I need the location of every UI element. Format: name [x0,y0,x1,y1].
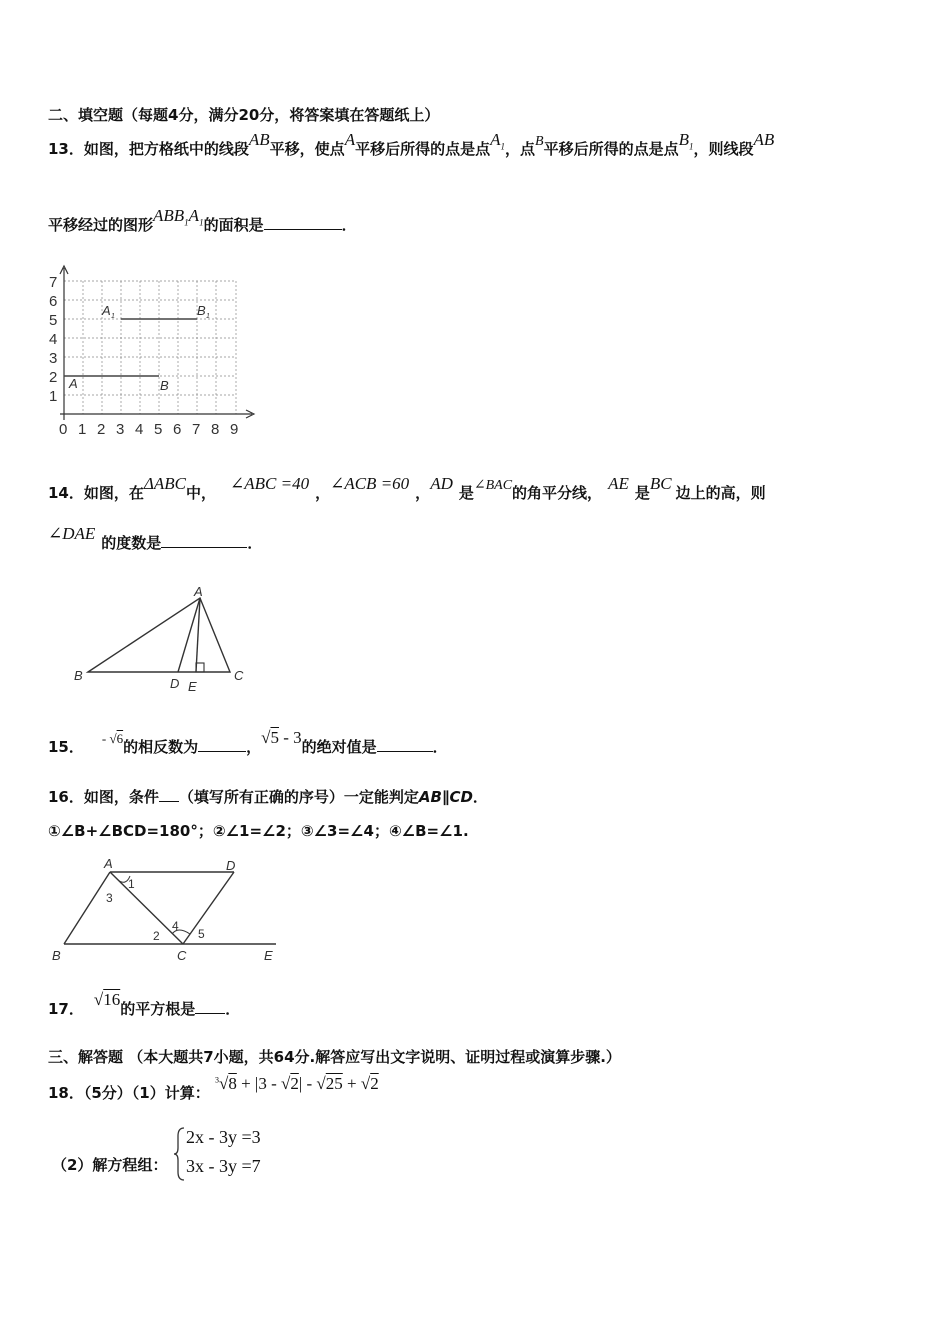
q13-x-label-8: 8 [211,421,220,438]
q15-text2: ， [246,738,262,756]
q14-number: 14． [48,484,84,502]
q18-plus2: + [347,1074,357,1093]
q13-point-a: A [69,376,78,391]
q16-label-b: B [52,948,61,963]
q13-a1-letter: A [490,130,501,149]
q14-math-dae: ∠DAE [48,524,96,543]
q13-x-label-0: 0 [59,421,68,438]
q13-text8: 的面积是 [203,216,264,234]
q16-label-c: C [177,948,187,963]
q15-line [48,728,448,757]
q18-expression: $^3$√8 + |3 - √2| - √25 + √2 [214,1074,379,1093]
q16-parallelogram-figure [46,852,286,967]
q18-plus1: + [241,1074,251,1093]
q13-text1: 如图，把方格纸中的线段 [83,140,249,158]
q13-x-label-5: 5 [154,421,163,438]
q13-x-label-3: 3 [116,421,125,438]
q15-neg-sign: - [101,731,107,746]
q16-ab-parallel-cd: AB∥CD [418,788,473,806]
q18-line1 [48,1074,379,1103]
q16-angle-4: 4 [172,919,179,933]
q18-radicand-25: 25 [325,1074,343,1093]
q13-a1-sub: 1 [500,141,505,152]
q16-angle-1: 1 [128,877,135,891]
q16-text1: 如图，条件 [83,788,159,806]
q18-minus: - [306,1074,313,1093]
q13-y-label-4: 4 [49,331,58,348]
q15-answer-blank1 [198,737,246,752]
q16-line1 [48,786,488,807]
q13-y-label-2: 2 [49,369,58,386]
q13-math-b: B [535,134,544,149]
q13-abb-sub: 1 [184,217,189,228]
q14-math-bc: BC [649,474,672,493]
q15-math-neg-sqrt6: - √6 [101,731,124,746]
q18-line2: （2）解方程组： [52,1156,168,1174]
q14-triangle-figure [70,580,260,695]
q15-answer-blank2 [377,737,433,752]
q13-line1 [48,130,775,160]
q13-grid-figure [40,262,260,442]
q14-text5: 是 [634,484,650,502]
q16-text4: ． [472,788,488,806]
q13-math-b1 [678,130,694,152]
q13-math-a: A [344,130,356,149]
q13-text7: 平移经过的图形 [48,216,154,234]
q13-x-label-4: 4 [135,421,144,438]
q14-text1: 如图，在 [83,484,144,502]
q14-comma1: ， [315,484,331,502]
q17-answer-blank [195,999,225,1014]
q16-label-d: D [226,858,236,873]
q13-text4: ，点 [504,140,535,158]
q18-radicand-2: 2 [290,1074,299,1093]
q16-label-a: A [104,856,113,871]
q18-abs-inner: 3 - [258,1074,281,1093]
q14-math-abc: ∠ABC =40 [230,474,310,493]
q16-answer-blank [159,787,179,802]
q18-equation2: 3x - 3y =7 [186,1156,261,1176]
q13-x-label-7: 7 [192,421,201,438]
q15-number: 15． [48,738,84,756]
q14-text8: ． [247,534,263,552]
q13-y-label-6: 6 [49,293,58,310]
q18-equation1: 2x - 3y =3 [186,1127,261,1147]
q13-x-label-9: 9 [230,421,239,438]
q13-b1-sub: 1 [688,141,694,152]
q14-label-c: C [234,668,244,683]
q16-segment-cd [183,872,234,944]
q13-abb-a-sub: 1 [199,217,204,228]
q13-abb-a: A [188,206,200,225]
q15-radicand-5: 5 [270,728,279,747]
q15-text3: 的绝对值是 [301,738,377,756]
section2-title: 二、填空题（每题4分，满分20分，将答案填在答题纸上） [48,106,440,124]
q16-label-e: E [264,948,273,963]
q13-point-b1-sub: 1 [206,313,210,320]
q13-math-ab2: AB [753,130,775,149]
q13-y-label-5: 5 [49,312,58,329]
q14-math-acb: ∠ACB =60 [330,474,410,493]
q13-x-label-2: 2 [97,421,106,438]
q13-line2 [48,206,357,236]
q13-math-a1 [490,130,505,152]
q14-label-e: E [188,679,197,694]
q17-radicand-16: 16 [103,990,121,1009]
q16-angle-5: 5 [198,927,205,941]
q15-radicand-6: 6 [116,731,124,746]
q14-text3: 是 [458,484,474,502]
q13-math-abb1a1 [153,206,204,228]
q14-label-a: A [194,584,203,599]
q13-y-label-1: 1 [49,388,58,405]
q14-text6: 边上的高，则 [675,484,766,502]
q13-point-b1: B [197,303,206,318]
q14-comma2: ， [415,484,431,502]
q14-label-b: B [74,668,83,683]
q14-text7: 的度数是 [101,534,162,552]
q17-text1: 的平方根是 [120,1000,196,1018]
q16-text2: （填写所有正确的序号）一定能判定 [178,788,419,806]
q17-math-sqrt16: √16 [93,990,121,1009]
q13-text3: 平移后所得的点是点 [355,140,491,158]
q16-angle-2: 2 [153,929,160,943]
q18-radicand-8: 8 [228,1074,237,1093]
q17-text2: ． [225,1000,241,1018]
q13-x-label-6: 6 [173,421,182,438]
q17-line [48,990,241,1019]
q14-answer-blank [161,533,247,548]
q14-label-d: D [170,676,180,691]
q13-text9: ． [341,216,357,234]
q14-math-triangle: ΔABC [143,474,186,493]
q13-y-label-7: 7 [49,274,58,291]
q13-abb-letters: ABB [153,206,185,225]
section3-title: 三、解答题 （本大题共7小题，共64分.解答应写出文字说明、证明过程或演算步骤.） [48,1048,621,1066]
q13-y-label-3: 3 [49,350,58,367]
q14-right-angle-mark [196,663,204,672]
q14-text4: 的角平分线， [512,484,603,502]
q15-minus-3: - 3 [283,728,302,747]
q14-math-bac: ∠BAC [473,478,513,493]
q16-conditions: ①∠B+∠BCD=180°；②∠1=∠2；③∠3=∠4；④∠B=∠1. [48,822,469,840]
q14-line1 [48,474,766,503]
q18-cube-index: 3 [214,1075,219,1085]
q17-number: 17． [48,1000,84,1018]
q18-system-brace [172,1126,186,1182]
q13-text5: 平移后所得的点是点 [543,140,679,158]
q13-grid-lines [64,281,236,414]
q13-point-a1: A [102,303,111,318]
q13-number: 13． [48,140,84,158]
q14-text2: 中， [185,484,216,502]
q16-number: 16． [48,788,84,806]
q16-segment-ab [64,872,110,944]
q13-math-ab: AB [248,130,270,149]
q18-number: 18． [48,1084,84,1102]
q18-text1: （5分）（1）计算： [83,1084,210,1102]
q13-x-label-1: 1 [78,421,87,438]
q13-point-a1-sub: 1 [111,313,115,320]
q18-radicand-2b: 2 [370,1074,379,1093]
q15-text1: 的相反数为 [123,738,199,756]
q14-triangle-abc [88,598,230,672]
q13-b1-letter: B [678,130,689,149]
q13-point-b: B [160,378,169,393]
q13-answer-blank [264,215,342,230]
q14-math-ad: AD [430,474,453,493]
q14-math-ae: AE [608,474,629,493]
q13-text6: ，则线段 [693,140,754,158]
q16-angle-3: 3 [106,891,113,905]
q15-text4: ． [432,738,448,756]
q15-math-sqrt5-minus3: √5 - 3 [261,728,302,747]
q14-line2 [48,524,263,553]
q13-text2: 平移，使点 [269,140,345,158]
